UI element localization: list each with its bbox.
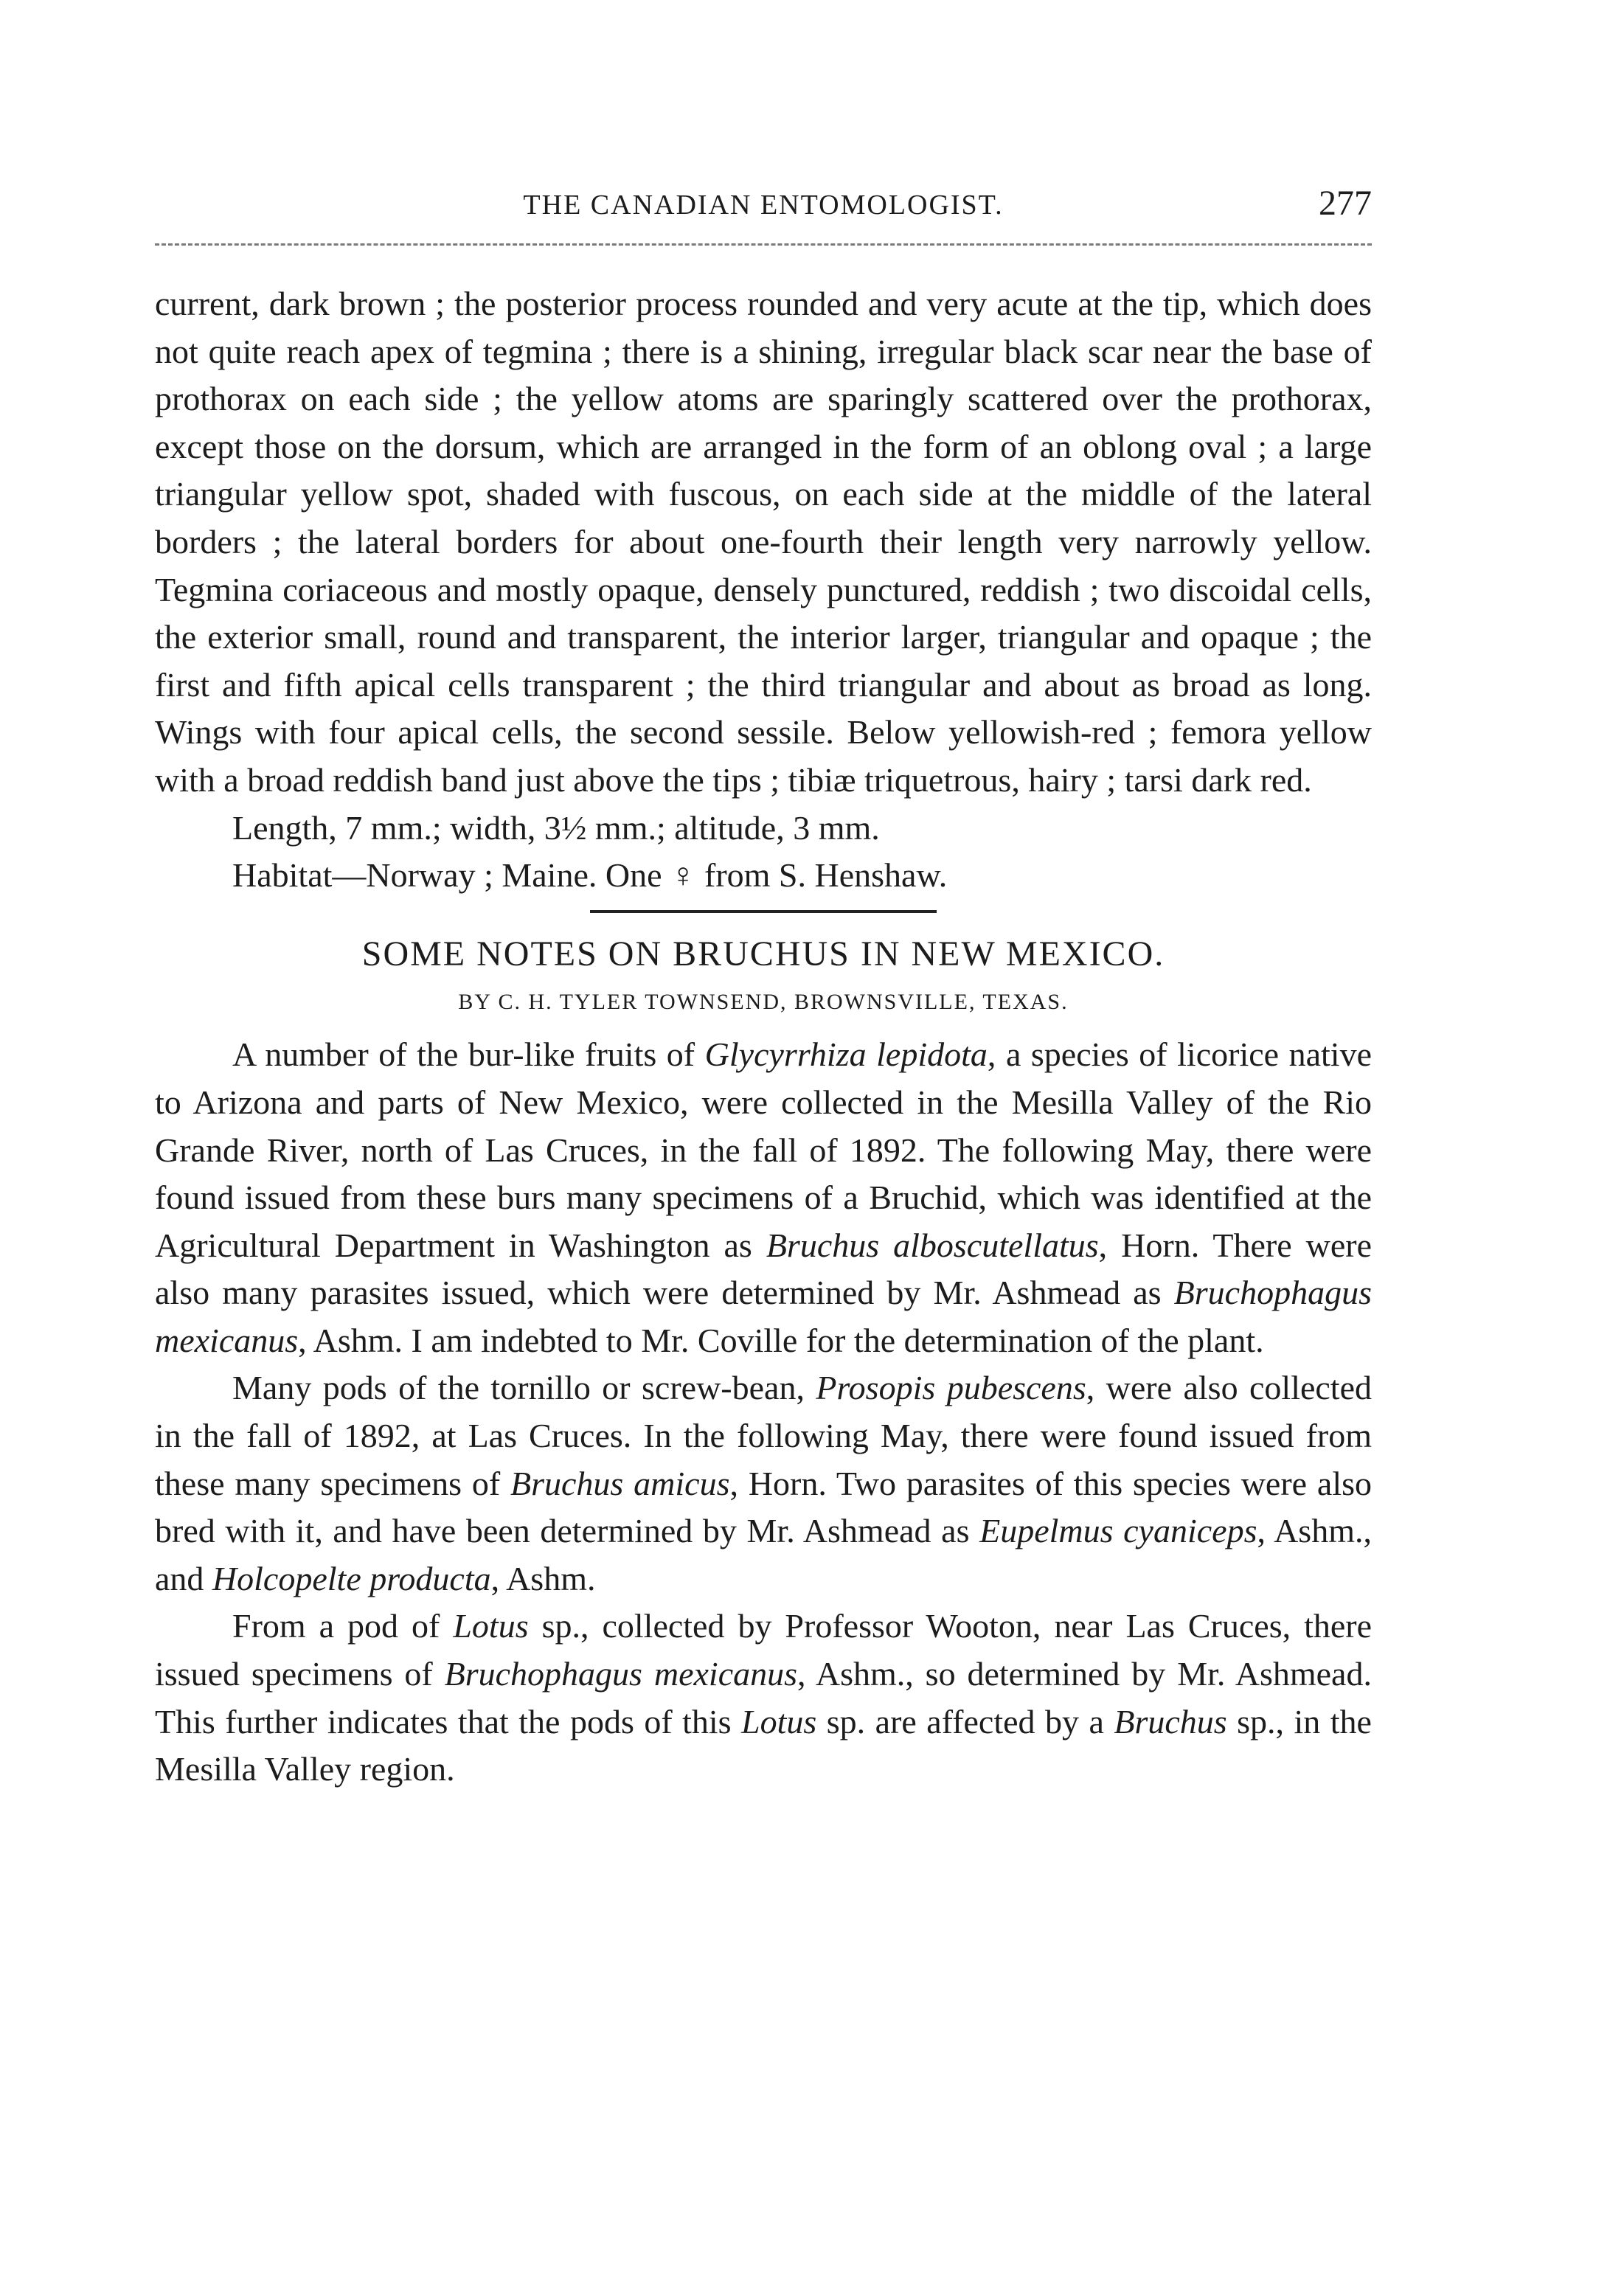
paragraph-1 xyxy=(155,1031,1372,1364)
description-continuation: current, dark brown ; the posterior process rounded and very acute at the tip, which does not quite reach apex of tegmina ; there is a shining, irregular black scar near the base of prothorax on each side ; the yellow atoms are sparingly scattered over the prothorax, except those on the dorsum, which are arranged in the form of an oblong oval ; a large triangular yellow spot, shaded with fuscous, on each side at the middle of the lateral borders ; the lateral borders for about one-fourth their length very narrowly yellow. Tegmina coriaceous and mostly opaque, densely punctured, reddish ; two discoidal cells, the exterior small, round and transparent, the interior larger, triangular and opaque ; the first and fifth apical cells transparent ; the third triangular and about as broad as long. Wings with four apical cells, the second sessile. Below yellowish-red ; femora yellow with a broad reddish band just above the tips ; tibiæ triquetrous, hairy ; tarsi dark red. xyxy=(155,285,1372,799)
text-run: , Horn. Two parasites of this species were also bred with it, and have been determined by Mr. Ashmead as xyxy=(155,1464,1372,1550)
species-name: Bruchophagus mexicanus xyxy=(155,1274,1372,1359)
text-run: , Ashm., so determined by Mr. Ashmead. This further indicates that the pods of this xyxy=(155,1655,1372,1740)
running-head: THE CANADIAN ENTOMOLOGIST. xyxy=(523,190,1004,221)
species-name: Bruchus amicus xyxy=(510,1464,730,1502)
text-run: , Ashm. xyxy=(490,1559,596,1597)
page-header xyxy=(155,176,1372,242)
text-run: , a species of licorice native to Arizona and parts of New Mexico, were collected in the Mesilla Valley of the Rio Grande River, north of Las Cruces, in the fall of 1892. The following May, there were found issued from these burs many specimens of a Bruchid, which was identified at the Agricultural Department in Washington as xyxy=(155,1035,1373,1264)
text-run: Many pods of the tornillo or screw-bean, xyxy=(232,1369,816,1407)
text-run: , Ashm. I am indebted to Mr. Coville for the determination of the plant. xyxy=(298,1321,1264,1359)
measurements-line: Length, 7 mm.; width, 3½ mm.; altitude, 3 mm. xyxy=(232,808,880,847)
species-name: Bruchus xyxy=(1114,1702,1227,1740)
species-name: Lotus xyxy=(741,1702,817,1740)
article-title: SOME NOTES ON BRUCHUS IN NEW MEXICO. xyxy=(361,934,1165,973)
text-run: sp. are affected by a xyxy=(816,1702,1114,1740)
body-text xyxy=(155,280,1372,1794)
text-run: , Horn. There were also many parasites issued, which were determined by Mr. Ashmead as xyxy=(155,1226,1372,1312)
paragraph-3 xyxy=(155,1603,1372,1793)
text-run: From a pod of xyxy=(232,1607,454,1645)
species-name: Glycyrrhiza lepidota xyxy=(704,1035,988,1074)
page-number: 277 xyxy=(1319,184,1372,223)
text-run: sp., in the Mesilla Valley region. xyxy=(155,1702,1372,1788)
section-separator xyxy=(590,910,937,913)
text-run: A number of the bur-like fruits of xyxy=(232,1035,705,1074)
species-name: Eupelmus cyaniceps xyxy=(979,1512,1257,1550)
text-run: , were also collected in the fall of 1892, at Las Cruces. In the following May, there were found issued from these many specimens of xyxy=(155,1369,1372,1502)
text-run: sp., collected by Professor Wooton, near Las Cruces, there issued specimens of xyxy=(155,1607,1373,1693)
species-name: Bruchophagus mexicanus xyxy=(444,1655,798,1693)
paragraph-2 xyxy=(155,1364,1372,1603)
header-rule xyxy=(155,243,1372,246)
species-name: Holcopelte producta xyxy=(212,1559,491,1597)
species-name: Bruchus alboscutellatus xyxy=(766,1226,1099,1264)
habitat-line: Habitat—Norway ; Maine. One ♀ from S. Henshaw. xyxy=(232,856,948,895)
species-name: Lotus xyxy=(453,1607,529,1645)
species-name: Prosopis pubescens xyxy=(816,1369,1086,1407)
article-byline: BY C. H. TYLER TOWNSEND, BROWNSVILLE, TEXAS. xyxy=(458,990,1069,1015)
text-run: , Ashm., and xyxy=(155,1512,1372,1597)
